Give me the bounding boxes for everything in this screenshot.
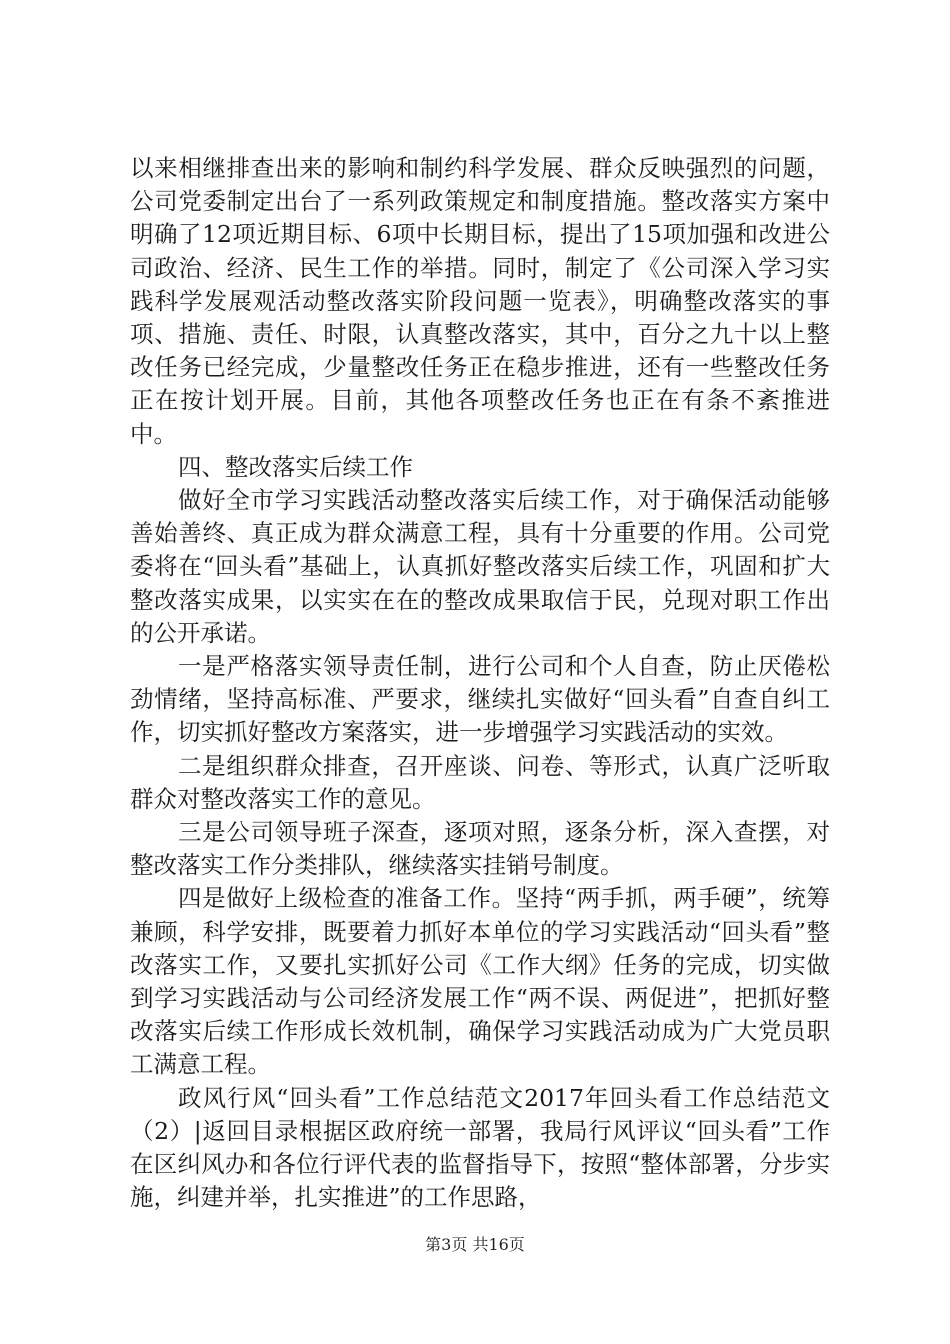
paragraph: 三是公司领导班子深查，逐项对照，逐条分析，深入查摆，对整改落实工作分类排队，继续落实挂销号制度。 <box>130 818 830 880</box>
paragraph: 一是严格落实领导责任制，进行公司和个人自查，防止厌倦松劲情绪，坚持高标准、严要求，继续扎实做好“回头看”自查自纠工作，切实抓好整改方案落实，进一步增强学习实践活动的实效。 <box>130 652 830 747</box>
page-number: 第3页 共16页 <box>425 1235 525 1254</box>
paragraph: 四是做好上级检查的准备工作。坚持“两手抓，两手硬”，统筹兼顾，科学安排，既要着力抓好本单位的学习实践活动“回头看”整改落实工作，又要扎实抓好公司《工作大纲》任务的完成，切实做到学习实践活动与公司经济发展工作“两不误、两促进”，把抓好整改落实后续工作形成长效机制，确保学习实践活动成为广大党员职工满意工程。 <box>130 884 830 1079</box>
paragraph: 做好全市学习实践活动整改落实后续工作，对于确保活动能够善始善终、真正成为群众满意工程，具有十分重要的作用。公司党委将在“回头看”基础上，认真抓好整改落实后续工作，巩固和扩大整改落实成果，以实实在在的整改成果取信于民，兑现对职工作出的公开承诺。 <box>130 486 830 647</box>
paragraph: 二是组织群众排查，召开座谈、问卷、等形式，认真广泛听取群众对整改落实工作的意见。 <box>130 751 830 813</box>
paragraph-continuation: 以来相继排查出来的影响和制约科学发展、群众反映强烈的问题，公司党委制定出台了一系列政策规定和制度措施。整改落实方案中明确了12项近期目标、6项中长期目标，提出了15项加强和改进公司政治、经济、民生工作的举措。同时，制定了《公司深入学习实践科学发展观活动整改落实阶段问题一览表》，明确整改落实的事项、措施、责任、时限，认真整改落实，其中，百分之九十以上整改任务已经完成，少量整改任务正在稳步推进，还有一些整改任务正在按计划开展。目前，其他各项整改任务也正在有条不紊推进中。 <box>130 154 830 448</box>
document-body <box>130 152 830 1215</box>
paragraph: 政风行风“回头看”工作总结范文2017年回头看工作总结范文（2）|返回目录根据区政府统一部署，我局行风评议“回头看”工作在区纠风办和各位行评代表的监督指导下，按照“整体部署，分步实施，纠建并举，扎实推进”的工作思路， <box>130 1083 830 1212</box>
section-heading: 四、整改落实后续工作 <box>178 452 413 481</box>
